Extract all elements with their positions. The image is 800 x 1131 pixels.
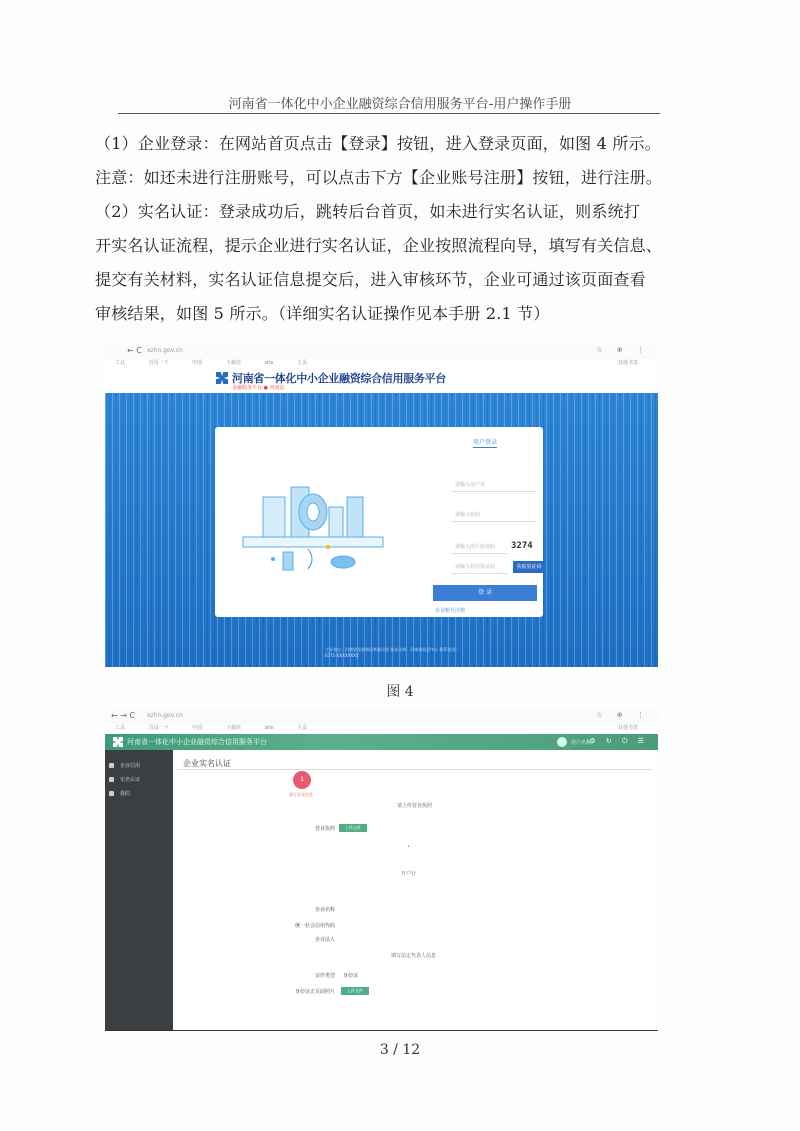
figure4-caption: 图 4 (386, 684, 414, 700)
sidebar-item-label: 我的 (120, 791, 131, 797)
bookmark-item[interactable]: 主页 (297, 360, 308, 366)
id-type-label: 证件类型 (314, 973, 335, 979)
bookmark-item[interactable]: 主页 (297, 725, 308, 731)
user-icon (109, 791, 114, 796)
header-rule (118, 113, 660, 114)
sms-code-field[interactable]: 请输入短信验证码 (451, 561, 507, 574)
register-link[interactable]: 企业账号注册 (435, 608, 466, 614)
figure4-screenshot (105, 345, 658, 667)
get-sms-code-button[interactable]: 获取验证码 (513, 561, 545, 573)
login-background (105, 393, 658, 667)
avatar[interactable] (557, 737, 567, 747)
site-footer: 主办单位：河南省发展和改革委员会 技术支持：河南省信息中心 联系电话：0371-XXXXXXXX (325, 647, 460, 658)
paragraph-line: 注意：如还未进行注册账号，可以点击下方【企业账号注册】按钮，进行注册。 (95, 168, 663, 187)
password-field[interactable]: 请输入密码 (451, 509, 537, 522)
paragraph-line: 开实名认证流程，提示企业进行实名认证，企业按照流程向导，填写有关信息、 (95, 236, 663, 255)
sidebar-item-verification[interactable] (109, 776, 140, 783)
bookmark-item[interactable]: 下载站 (225, 725, 241, 731)
app-header (105, 734, 658, 750)
sidebar-item-label: 企业信用 (120, 763, 141, 769)
license-label: 营业执照 (314, 826, 335, 832)
paragraph-login (95, 127, 685, 195)
address-bar[interactable]: xzhn.gov.cn (147, 347, 183, 354)
bookmark-item[interactable]: site (264, 360, 274, 366)
company-name-label: 企业名称 (314, 907, 335, 913)
figure5-screenshot (105, 710, 658, 1031)
captcha-image[interactable]: 3274 (511, 541, 533, 551)
site-header (105, 369, 658, 393)
paragraph-line: （1）企业登录：在网站首页点击【登录】按钮，进入登录页面，如图 4 所示。 (95, 134, 661, 153)
paragraph-verification (95, 195, 685, 331)
address-bar[interactable]: xzhn.gov.cn (147, 712, 183, 719)
sidebar-item-credit[interactable] (109, 762, 140, 769)
site-title: 河南省一体化中小企业融资综合信用服务平台 (232, 372, 446, 385)
bookmark-item[interactable]: 中国 (192, 725, 203, 731)
browser-toolbar (105, 345, 658, 359)
sidebar (105, 750, 173, 1030)
bookmark-item[interactable]: 首页一下 (148, 360, 169, 366)
user-name[interactable]: 用户名称 (571, 740, 592, 746)
page-number: 3 / 12 (379, 1042, 421, 1058)
bookmark-other[interactable]: 其他书签 (617, 360, 638, 366)
bookmark-item[interactable]: site (264, 725, 274, 731)
browser-toolbar (105, 710, 658, 724)
login-card (215, 427, 543, 617)
bookmark-item[interactable]: 中国 (192, 360, 203, 366)
id-card-icon (109, 777, 114, 782)
upload-license-button[interactable]: 上传文件 (339, 824, 367, 832)
id-upload-label: 身份证正反面照片 (294, 989, 335, 995)
divider (177, 769, 652, 770)
legal-person-label: 企业法人 (314, 937, 335, 943)
login-button[interactable]: 登 录 (433, 585, 537, 601)
section-license-title: 请上传营业执照 (397, 803, 433, 809)
home-icon (109, 763, 114, 768)
credit-code-label: 统一社会信用代码 (294, 923, 335, 929)
id-type-select[interactable]: 身份证 (343, 973, 359, 979)
page-title: 企业实名认证 (183, 759, 231, 768)
isometric-illustration-icon (233, 467, 393, 587)
bookmark-item[interactable]: 工具 (115, 360, 126, 366)
paragraph-line: 审核结果，如图 5 所示。（详细实名认证操作见本手册 2.1 节） (95, 304, 550, 323)
paragraph-line: 提交有关材料，实名认证信息提交后，进入审核环节，企业可通过该页面查看 (95, 270, 646, 289)
section-legal-rep-title: 填写法定代表人信息 (391, 953, 437, 959)
reload-icon[interactable]: ← C (127, 346, 142, 355)
window-controls-icon[interactable]: ☆ ⊕ ⋮ (596, 711, 650, 719)
window-controls-icon[interactable]: ☆ ⊕ ⋮ (596, 346, 650, 354)
required-marker: • (407, 844, 410, 850)
username-field[interactable]: 请输入用户名 (451, 479, 537, 492)
bookmarks-bar (105, 359, 658, 369)
bookmark-other[interactable]: 其他书签 (617, 725, 638, 731)
sidebar-item-mine[interactable] (109, 790, 130, 797)
platform-logo-icon (113, 737, 123, 747)
bookmark-item[interactable]: 工具 (115, 725, 126, 731)
app-title: 河南省一体化中小企业融资综合信用服务平台 (127, 738, 267, 746)
step-label: 填写企业信息 (289, 792, 313, 797)
paragraph-line: （2）实名认证：登录成功后，跳转后台首页，如未进行实名认证，则系统打 (95, 202, 640, 221)
sidebar-item-label: 实名认证 (120, 777, 141, 783)
reload-icon[interactable]: ← → C (111, 711, 136, 720)
upload-id-button[interactable]: 上传文件 (341, 987, 369, 995)
platform-logo-icon (216, 372, 228, 384)
tab-user-login[interactable]: 用户登录 (473, 439, 498, 446)
captcha-field[interactable]: 请输入图片验证码 (451, 541, 507, 554)
step-indicator: 1 (293, 771, 311, 789)
site-subtitle: 金融服务平台 ● 河南站 (232, 385, 285, 391)
bookmarks-bar (105, 724, 658, 734)
bookmark-item[interactable]: 下载站 (225, 360, 241, 366)
header-tools-icon[interactable]: ⚙ ↻ ⏻ ☰ (589, 737, 648, 745)
section-bank-title: 开户行 (401, 871, 417, 877)
bookmark-item[interactable]: 首页一下 (148, 725, 169, 731)
header-title: 河南省一体化中小企业融资综合信用服务平台-用户操作手册 (228, 97, 572, 112)
